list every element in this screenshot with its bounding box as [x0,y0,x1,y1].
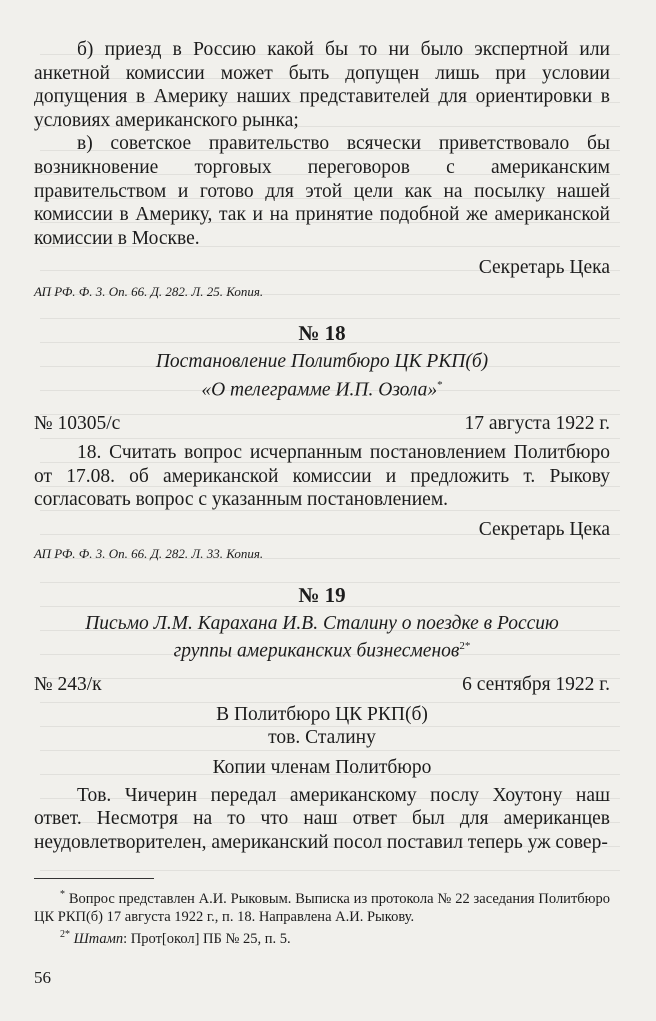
footnotes [34,886,610,948]
signature-top: Секретарь Цека [478,257,610,279]
document-number-18: № 18 [298,320,346,345]
document-number-19: № 19 [298,582,346,607]
letter-text-19: Тов. Чичерин передал американскому послу Хоутону наш ответ. Несмотря на то что наш ответ был для американцев неудовлетворителен, американский посол поставил теперь уж совер- [34,784,610,853]
footnote-divider [34,878,154,879]
document-title-19-line1: Письмо Л.М. Карахана И.В. Сталину о поездке в Россию [85,612,559,634]
document-title-18-line2: «О телеграмме И.П. Озола»* [201,378,443,401]
paragraph-v: в) советское правительство всячески приветствовало бы возникновение торговых переговоров с американским правительством и готово для этой цели как на посылку нашей комиссии в Америку, так и на принятие подобной же американской комиссии в Москве. [34,133,610,249]
page-number: 56 [34,968,51,987]
registration-number-19: № 243/к [34,674,102,696]
footnote-1: * Вопрос представлен А.И. Рыковым. Выписка из протокола № 22 заседания Политбюро ЦК РКП(б) 17 августа 1922 г., п. 18. Направлена А.И. Рыкову. [34,889,610,925]
document-page [34,38,610,854]
registration-line-18 [34,412,610,436]
archive-source-18: АП РФ. Ф. 3. Оп. 66. Д. 282. Л. 33. Копия. [34,545,264,561]
addressee-line-2: тов. Сталину [268,727,376,749]
footnote-mark-2: 2* [459,640,471,653]
registration-line-19 [34,673,610,697]
signature-18: Секретарь Цека [478,519,610,540]
document-title-19-line2: группы американских бизнесменов$^{2*}$ [173,640,471,662]
archive-source-top: АП РФ. Ф. 3. Оп. 66. Д. 282. Л. 25. Копия. [34,283,264,299]
addressee-line-1: В Политбюро ЦК РКП(б) [216,703,428,725]
document-date-18: 17 августа 1922 г. [464,412,610,434]
footnote-mark-1: * [437,378,443,391]
resolution-text-18: 18. Считать вопрос исчерпанным постановлением Политбюро от 17.08. об американской комиссии и предложить т. Рыкову согласовать вопрос с указанным постановлением. [34,442,610,511]
registration-number-18: № 10305/с [34,412,121,434]
document-date-19: 6 сентября 1922 г. [462,674,610,696]
footnote-2: $^{2*}$ Штамп: Прот[окол] ПБ № 25, п. 5. [60,928,291,947]
document-title-18-line1: Постановление Политбюро ЦК РКП(б) [155,350,489,372]
copies-line: Копии членам Политбюро [212,757,432,779]
paragraph-b: б) приезд в Россию какой бы то ни было экспертной или анкетной комиссии может быть допущен лишь при условии допущения в Америку наших представителей для ориентировки в условиях американского рынка; [34,39,610,131]
